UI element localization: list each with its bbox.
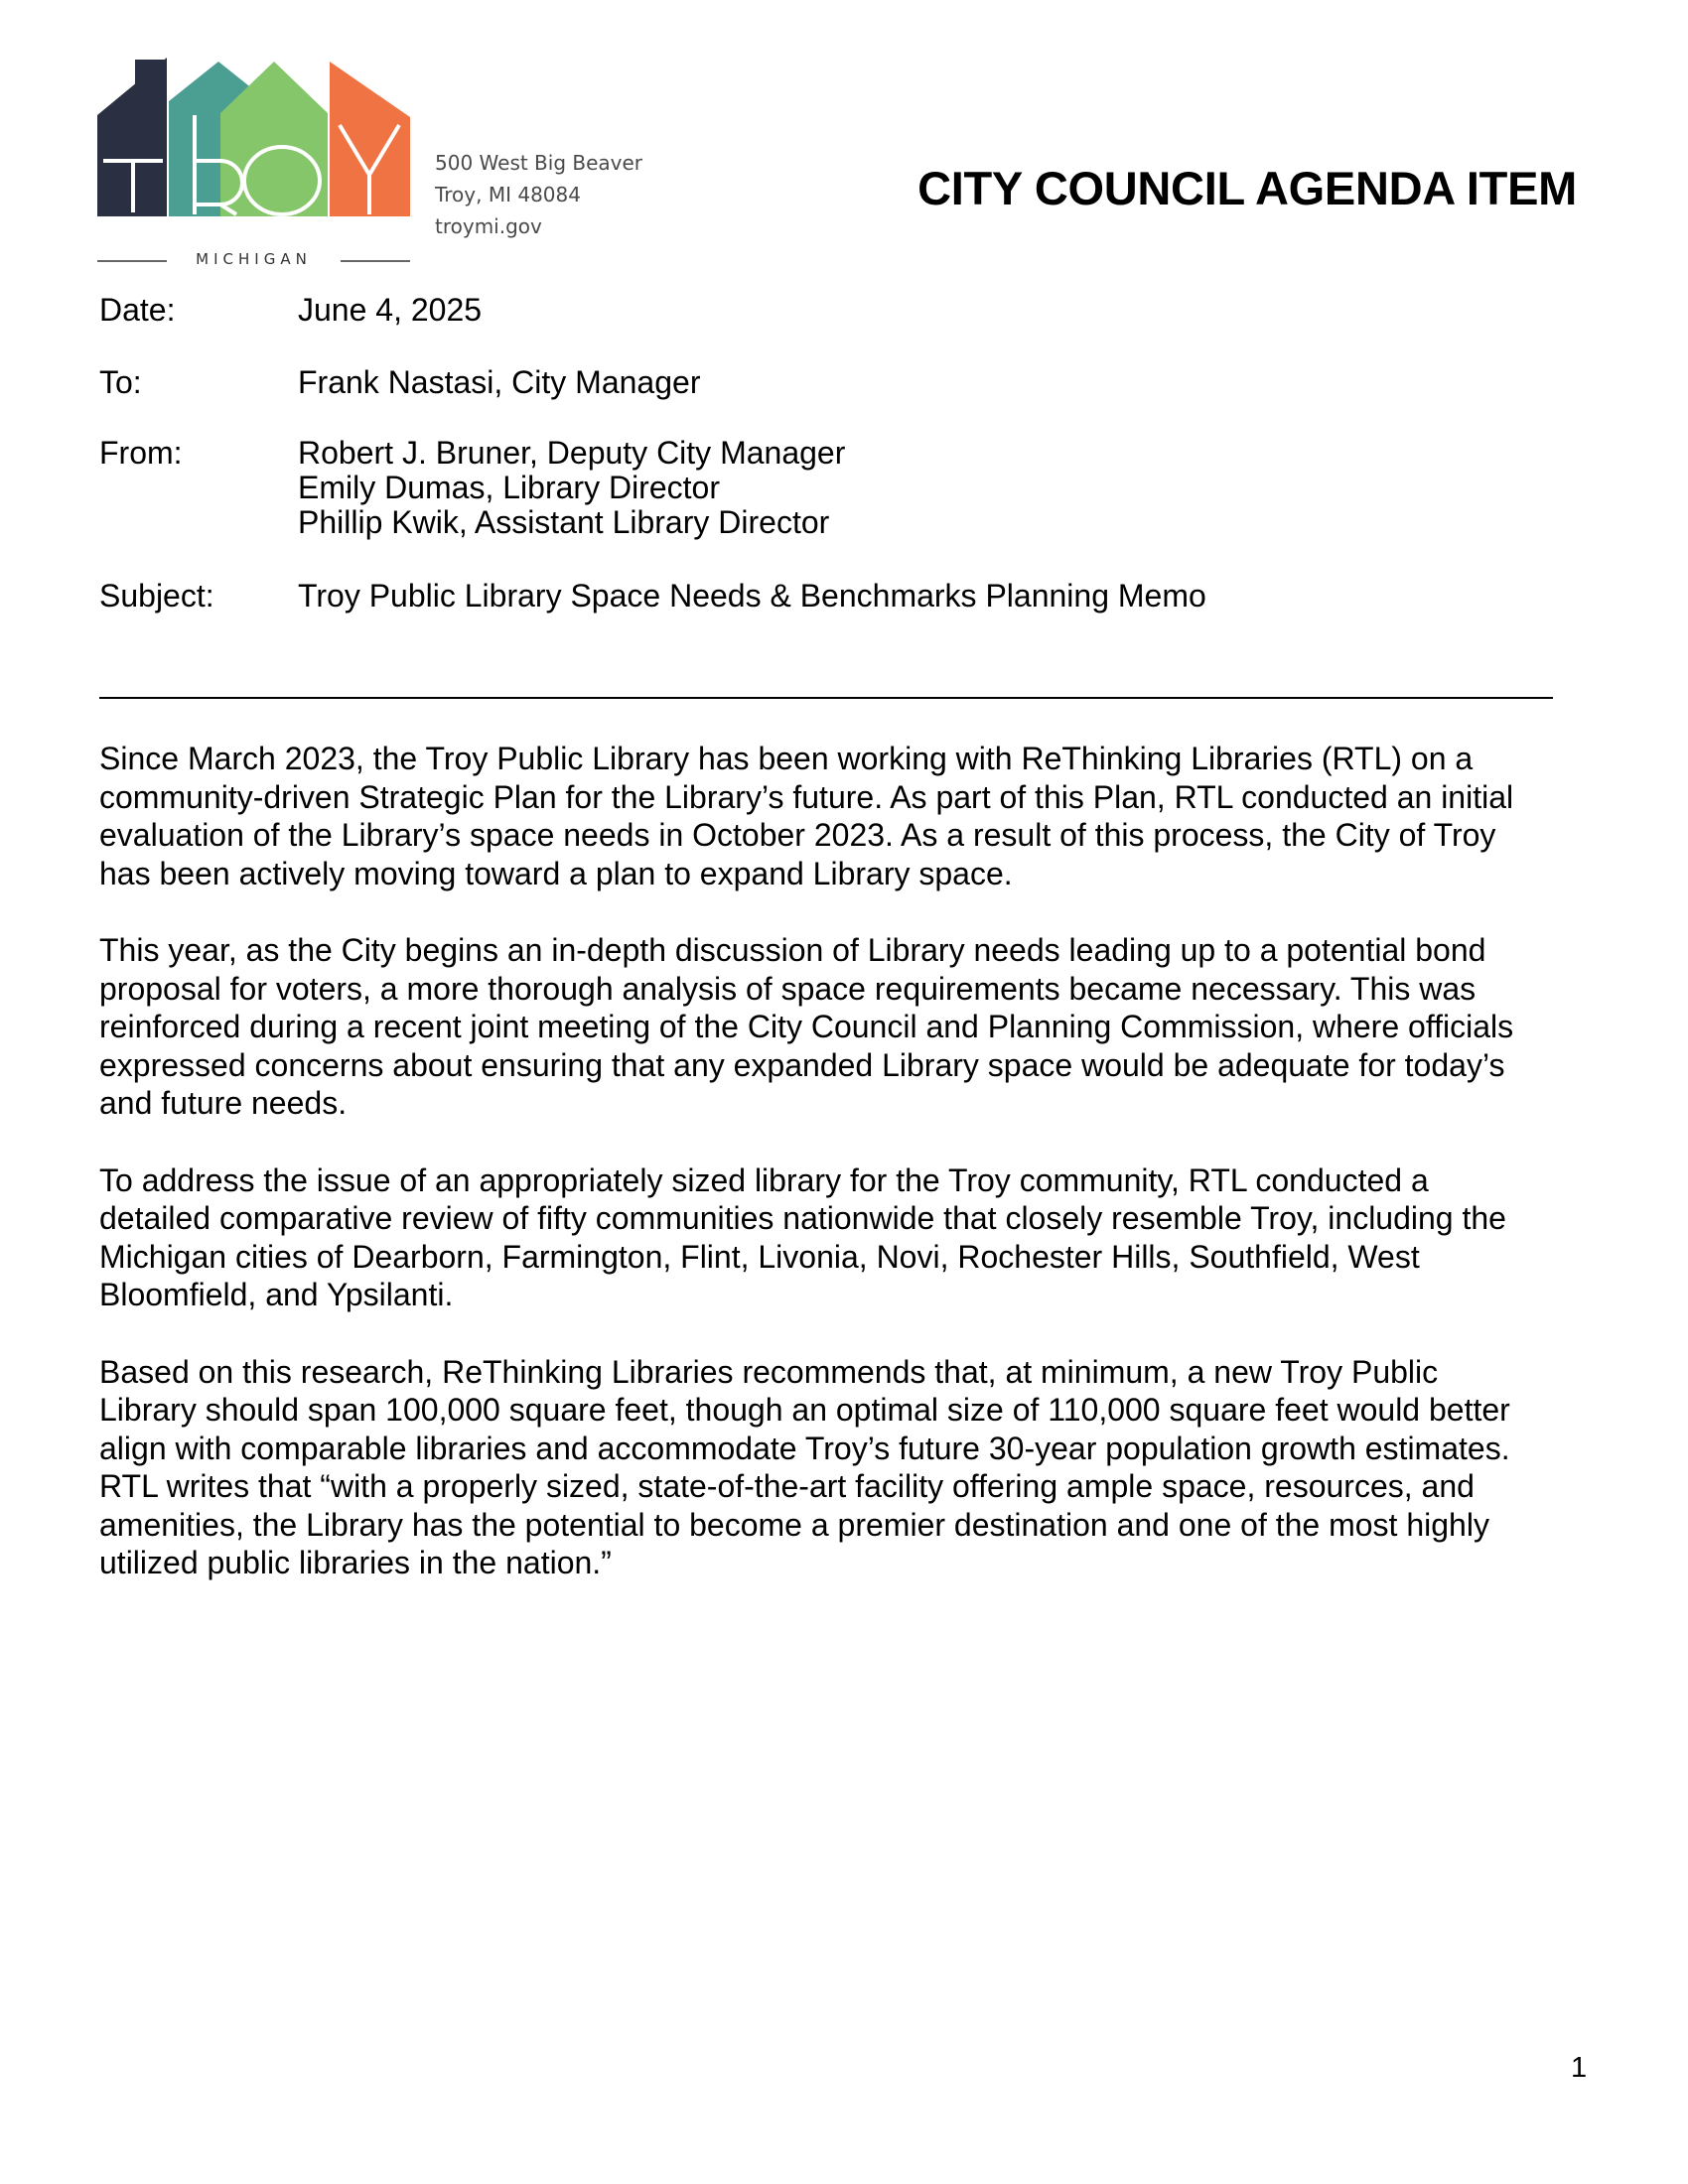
body-line: RTL writes that “with a properly sized, state-of-the-art facility offering ample space, resources, and	[99, 1468, 1475, 1504]
body-line: proposal for voters, a more thorough analysis of space requirements became necessary. This was	[99, 970, 1477, 1007]
address-street: 500 West Big Beaver	[435, 151, 643, 175]
body-line: Library should span 100,000 square feet, though an optimal size of 110,000 square feet would better	[99, 1392, 1510, 1428]
header-divider	[99, 697, 1553, 699]
date-row	[99, 293, 1589, 328]
subject-label: Subject:	[99, 578, 214, 614]
memo-header	[99, 293, 1589, 614]
body-line: Since March 2023, the Troy Public Library has been working with ReThinking Libraries (RTL) on a	[99, 741, 1474, 776]
body-paragraph	[99, 931, 1609, 1123]
memo-body	[99, 740, 1609, 1621]
website-link[interactable]: troymi.gov	[435, 214, 542, 238]
subject-row	[99, 579, 1589, 614]
body-line: expressed concerns about ensuring that any expanded Library space would be adequate for today’s	[99, 1046, 1505, 1083]
body-line: Based on this research, ReThinking Libraries recommends that, at minimum, a new Troy Public	[99, 1353, 1439, 1390]
body-line: amenities, the Library has the potential to become a premier destination and one of the most highly	[99, 1506, 1489, 1543]
from-row	[99, 436, 1589, 540]
body-line: To address the issue of an appropriately sized library for the Troy community, RTL conducted a	[99, 1161, 1429, 1198]
body-line: This year, as the City begins an in-depth discussion of Library needs leading up to a potential bond	[99, 932, 1486, 968]
body-line: align with comparable libraries and accommodate Troy’s future 30-year population growth estimates.	[99, 1430, 1510, 1466]
from-person: Robert J. Bruner, Deputy City Manager	[298, 435, 846, 471]
to-row	[99, 365, 1589, 400]
body-line: Michigan cities of Dearborn, Farmington, Flint, Livonia, Novi, Rochester Hills, Southfield, West	[99, 1238, 1420, 1275]
body-line: and future needs.	[99, 1085, 348, 1121]
troy-michigan-logo	[97, 58, 410, 276]
from-person: Emily Dumas, Library Director	[298, 470, 720, 505]
body-line: reinforced during a recent joint meeting of the City Council and Planning Commission, where officials	[99, 1009, 1514, 1044]
date-label: Date:	[99, 292, 176, 328]
body-paragraph	[99, 740, 1609, 892]
address-city: Troy, MI 48084	[435, 183, 581, 206]
from-person: Phillip Kwik, Assistant Library Director	[298, 504, 830, 540]
logo-subtitle: MICHIGAN	[196, 250, 312, 268]
body-line: utilized public libraries in the nation.”	[99, 1545, 612, 1580]
body-line: has been actively moving toward a plan to expand Library space.	[99, 855, 1013, 891]
city-address-block	[435, 147, 642, 242]
body-line: community-driven Strategic Plan for the Library’s future. As part of this Plan, RTL conducted an initial	[99, 778, 1514, 815]
body-line: evaluation of the Library’s space needs in October 2023. As a result of this process, the City of Troy	[99, 817, 1496, 853]
from-list	[298, 436, 845, 540]
page-title: CITY COUNCIL AGENDA ITEM	[917, 162, 1577, 214]
body-line: detailed comparative review of fifty communities nationwide that closely resemble Troy, including the	[99, 1200, 1506, 1236]
body-paragraph	[99, 1353, 1609, 1582]
body-line: Bloomfield, and Ypsilanti.	[99, 1277, 454, 1312]
date-value: June 4, 2025	[298, 292, 483, 328]
page-number: 1	[1571, 2052, 1588, 2084]
to-value: Frank Nastasi, City Manager	[298, 364, 701, 400]
subject-value: Troy Public Library Space Needs & Benchmarks Planning Memo	[298, 578, 1206, 614]
body-paragraph	[99, 1161, 1609, 1314]
to-label: To:	[99, 364, 142, 400]
from-label: From:	[99, 435, 183, 471]
